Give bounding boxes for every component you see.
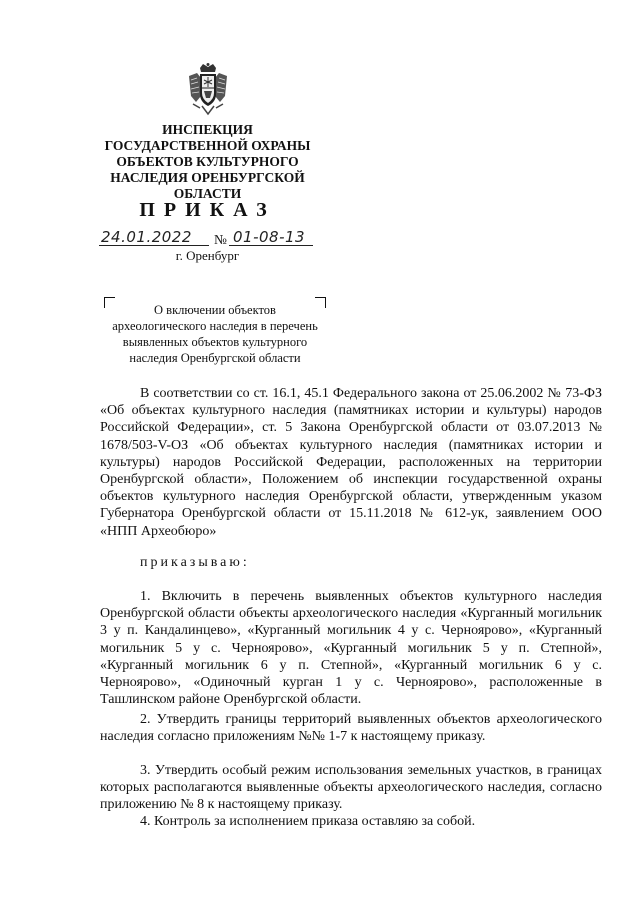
- subject-line: археологического наследия в перечень: [112, 319, 318, 333]
- city-name: г. Оренбург: [175, 248, 240, 263]
- org-line: ОБЪЕКТОВ КУЛЬТУРНОГО: [116, 154, 299, 169]
- number-underline: [229, 245, 313, 246]
- organization-name: [95, 122, 320, 202]
- order-keyword: приказываю:: [140, 555, 250, 570]
- date-number-row: [95, 228, 315, 250]
- order-item-3: 3. Утвердить особый режим использования земельных участков, в границах которых располагаются выявленные объекты археологического наследия, согласно приложению № 8 к настоящему приказу.: [100, 763, 602, 813]
- org-line: ИНСПЕКЦИЯ: [162, 122, 253, 137]
- order-item-4: 4. Контроль за исполнением приказа оставляю за собой.: [140, 814, 476, 829]
- subject-line: О включении объектов: [154, 303, 276, 317]
- document-type-title: ПРИКАЗ: [139, 199, 276, 221]
- subject-line: выявленных объектов культурного: [122, 335, 308, 349]
- org-line: ОБЛАСТИ: [173, 186, 242, 201]
- subject-line: наследия Оренбургской области: [129, 351, 301, 365]
- org-line: ГОСУДАРСТВЕННОЙ ОХРАНЫ: [104, 138, 311, 153]
- order-item-1: 1. Включить в перечень выявленных объектов культурного наследия Оренбургской области объекты археологического наследия «Курганный могильник 3 у п. Кандалинцево», «Курганный могильник 4 у с. Черноярово», «Курганный могильник 5 у с. Черноярово», «Курганный могильник 5 у п. Степной», «Курганный могильник 6 у п. Степной», «Курганный могильник 6 у с. Черноярово», «Одиночный курган 1 у с. Черноярово», расположенные в Ташлинском районе Оренбургской области.: [100, 589, 602, 708]
- coat-of-arms-emblem: [187, 62, 229, 116]
- document-date: 24.01.2022: [101, 228, 192, 246]
- preamble-paragraph: В соответствии со ст. 16.1, 45.1 Федерального закона от 25.06.2002 № 73-ФЗ «Об объектах культурного наследия (памятниках истории и культуры) народов Российской Федерации», ст. 5 Закона Оренбургской области от 03.07.2013 № 1678/503-V-ОЗ «Об объектах культурного наследия (памятниках истории и культуры) народов Российской Федерации, расположенных на территории Оренбургской области», Положением об инспекции государственной охраны объектов культурного наследия Оренбургской области, утвержденным указом Губернатора Оренбургской области от 15.11.2018 № 612-ук, заявлением ООО «НПП Археобюро»: [100, 386, 602, 539]
- order-item-2: 2. Утвердить границы территорий выявленных объектов археологического наследия согласно приложениям №№ 1-7 к настоящему приказу.: [100, 712, 602, 745]
- document-number: 01-08-13: [233, 228, 306, 246]
- org-line: НАСЛЕДИЯ ОРЕНБУРГСКОЙ: [110, 170, 305, 185]
- document-subject: [100, 302, 330, 366]
- number-label: №: [214, 232, 227, 247]
- date-underline: [99, 245, 209, 246]
